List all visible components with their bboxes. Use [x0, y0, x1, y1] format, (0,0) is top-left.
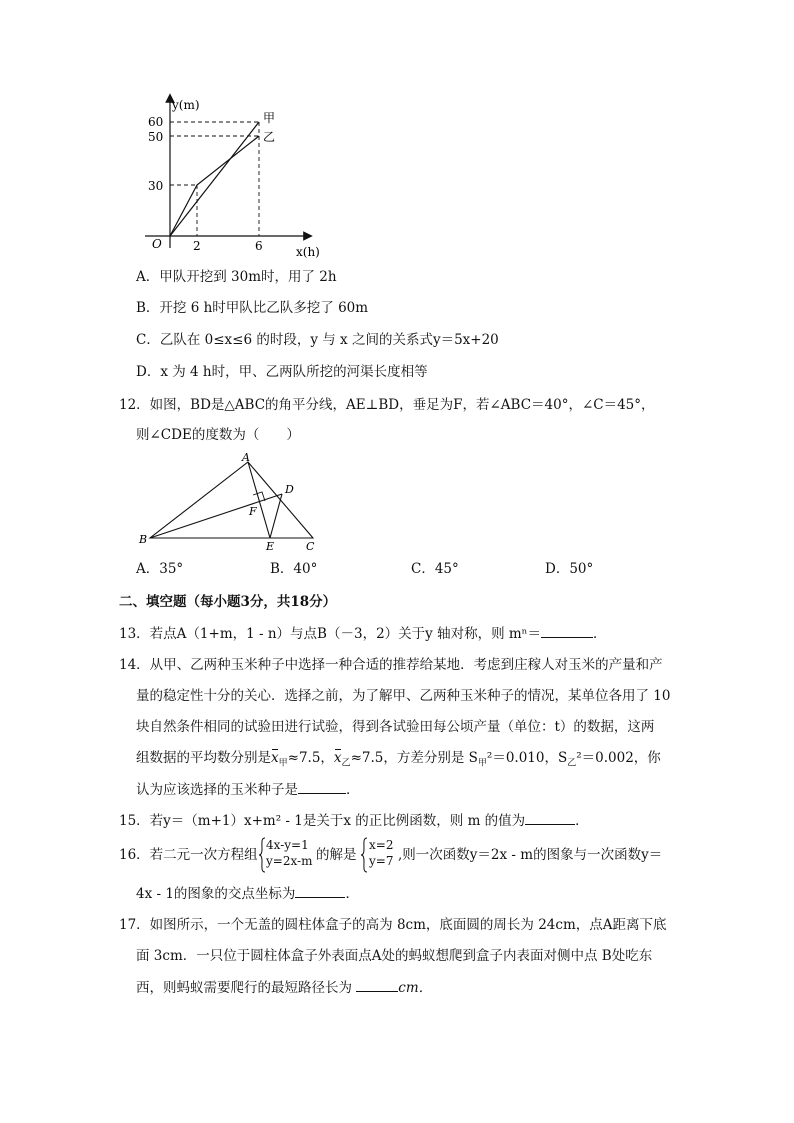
fig-label-C: C	[306, 540, 315, 552]
fig-label-E: E	[266, 540, 275, 552]
q11-option-b: B．开挖 6 h时甲队比乙队多挖了 60m	[136, 300, 369, 316]
q17-line1: 17．如图所示，一个无盖的圆柱体盒子的高为 8cm，底面圆的周长为 24cm，点A距离下底	[119, 917, 667, 933]
x-axis-label: x(h)	[296, 245, 320, 259]
line-yi	[170, 136, 259, 236]
label-jia: 甲	[263, 111, 276, 125]
q12-option-a: A．35°	[136, 561, 184, 577]
q12-option-d: D．50°	[545, 561, 594, 577]
q16-system-1: 4x-y=1 y=2x-m	[266, 838, 313, 868]
q17-line2: 面 3cm．一只位于圆柱体盒子外表面点A处的蚂蚁想爬到盒子内表面对侧中点 B处吃东	[136, 948, 653, 964]
y-tick-60: 60	[148, 115, 164, 129]
q16-suffix: ,则一次函数y＝2x - m的图象与一次函数y＝	[398, 847, 663, 863]
section2-title: 二、填空题（每小题3分，共18分）	[119, 594, 337, 610]
y-tick-50: 50	[148, 130, 164, 144]
y-tick-30: 30	[148, 179, 164, 193]
y-axis-label: y(m)	[172, 98, 200, 112]
q16-line2: 4x - 1的图象的交点坐标为 ．	[136, 886, 359, 902]
q14-line2: 量的稳定性十分的关心．选择之前，为了解甲、乙两种玉米种子的情况，某单位各用了 10	[136, 688, 671, 704]
fig-label-A: A	[242, 452, 250, 464]
fig-label-B: B	[139, 533, 148, 546]
q16-mid: 的解是	[316, 847, 357, 863]
q12-option-b: B．40°	[270, 561, 318, 577]
q16-answer-blank[interactable]	[295, 884, 345, 898]
q13: 13．若点A（1+m，1 - n）与点B（－3，2）关于y 轴对称，则 mⁿ＝ ．	[119, 626, 607, 642]
q16-brace-1	[258, 837, 266, 873]
fig-label-F: F	[249, 505, 257, 518]
q14-line3: 块自然条件相同的试验田进行试验，得到各试验田每公顷产量（单位：t）的数据，这两	[136, 719, 655, 735]
q14-line1: 14．从甲、乙两种玉米种子中选择一种合适的推荐给某地．考虑到庄稼人对玉米的产量和产	[119, 657, 663, 673]
q11-option-a: A．甲队开挖到 30m时，用了 2h	[136, 269, 337, 285]
q15-answer-blank[interactable]	[525, 811, 575, 825]
line-jia	[170, 122, 259, 236]
q14-line5: 认为应该选择的玉米种子是 ．	[136, 782, 360, 798]
q12-stem-line1: 12．如图，BD是△ABC的角平分线，AE⊥BD，垂足为F，若∠ABC＝40°，∠C＝45°，	[119, 397, 655, 413]
q11-option-d: D．x 为 4 h时，甲、乙两队所挖的河渠长度相等	[136, 364, 428, 380]
q17-answer-blank[interactable]	[356, 978, 398, 992]
fig-label-D: D	[285, 483, 294, 496]
q12-stem-line2: 则∠CDE的度数为（ ）	[136, 427, 300, 443]
q12-option-c: C．45°	[411, 561, 459, 577]
q14-answer-blank[interactable]	[298, 780, 346, 794]
q16-system-2: x=2 y=7	[369, 838, 394, 868]
origin-label: O	[152, 237, 162, 251]
q17-line3: 西，则蚂蚁需要爬行的最短路径长为 cm．	[136, 980, 433, 996]
label-yi: 乙	[263, 130, 276, 144]
x-tick-2: 2	[193, 239, 201, 253]
q16-brace-2	[360, 837, 368, 873]
q12-triangle-figure	[136, 452, 326, 552]
q11-line-graph	[140, 92, 340, 262]
q16-prefix: 16．若二元一次方程组	[119, 847, 258, 863]
q15: 15．若y＝（m+1）x+m² - 1是关于x 的正比例函数，则 m 的值为 ．	[119, 813, 589, 829]
x-tick-6: 6	[255, 239, 263, 253]
q11-option-c: C．乙队在 0≤x≤6 的时段，y 与 x 之间的关系式y＝5x+20	[136, 332, 499, 348]
q13-answer-blank[interactable]	[541, 624, 593, 638]
q14-line4: 组数据的平均数分别是$x_甲\approx 7.5$，$x_乙\approx 7.5$，方差分别是 $S_甲^2=0.010$，$S_乙^2=0.002$，你	[136, 750, 661, 769]
